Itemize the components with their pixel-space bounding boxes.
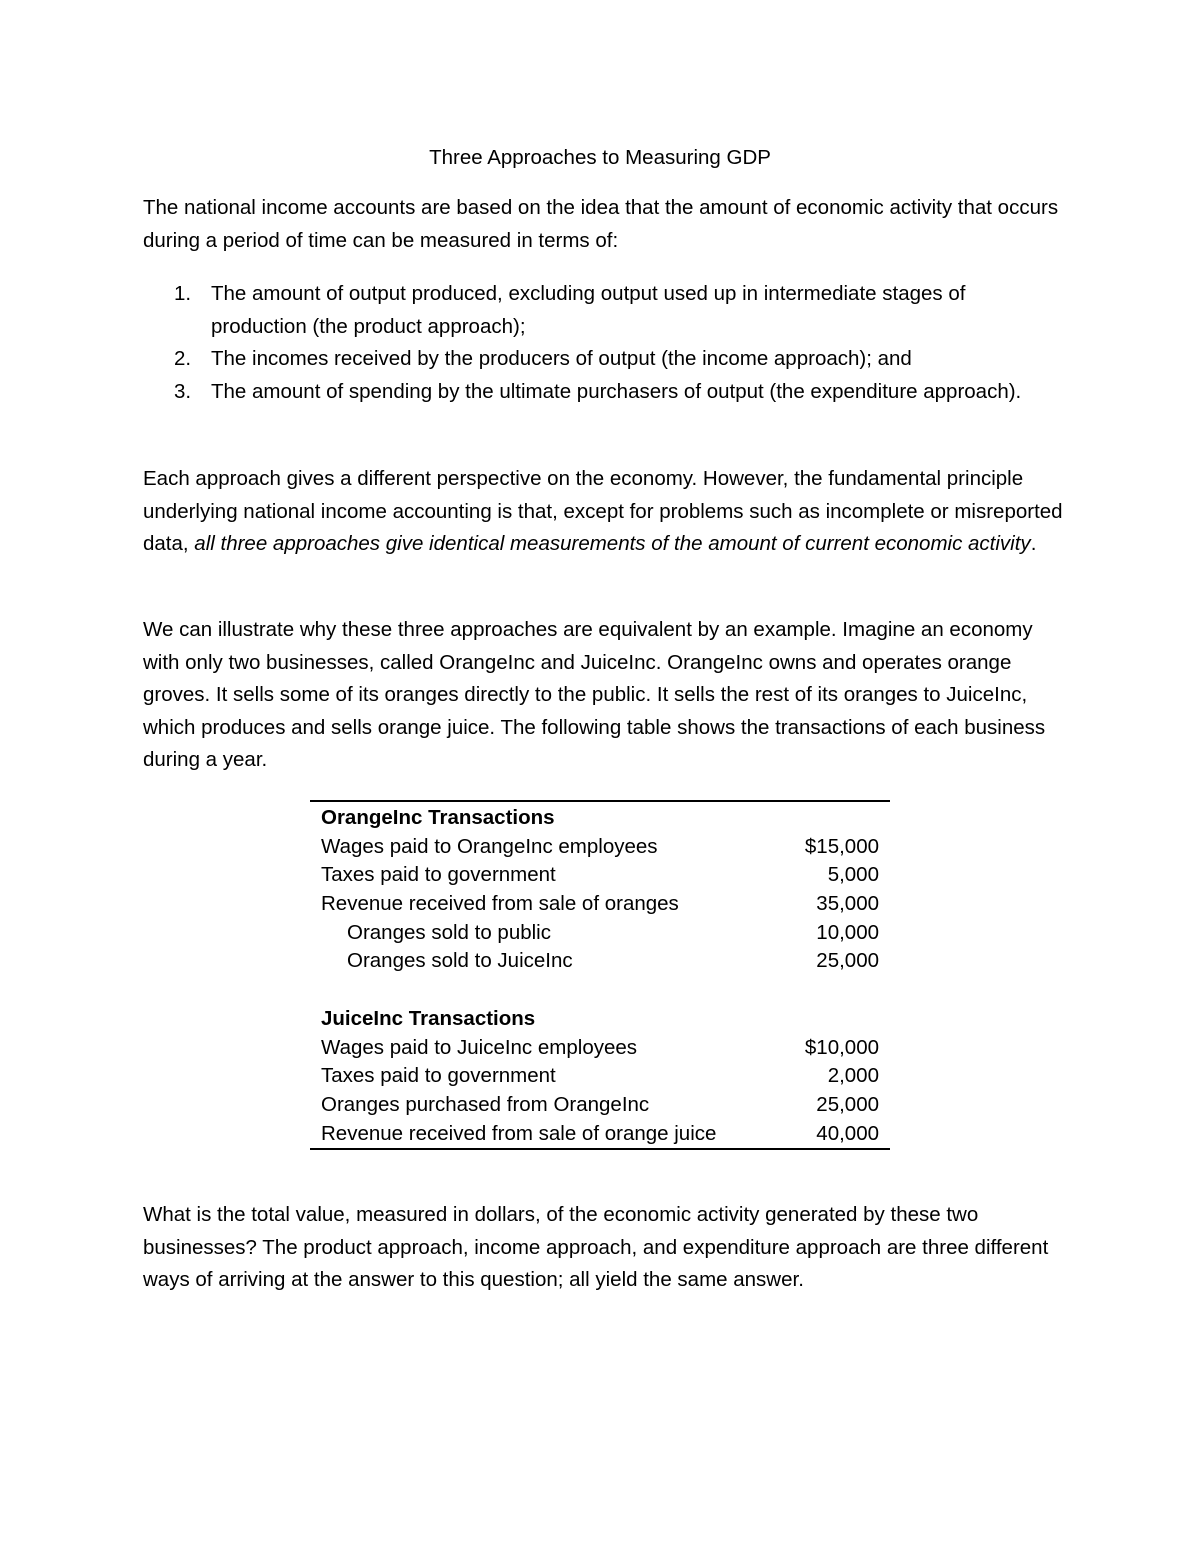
list-number: 3. bbox=[174, 379, 192, 403]
table-spacer bbox=[310, 976, 890, 1005]
example-paragraph: We can illustrate why these three approaches are equivalent by an example. Imagine an economy with only two businesses, called OrangeInc and JuiceInc. OrangeInc owns and operates orange groves. It sells some of its oranges directly to the public. It sells the rest of its oranges to JuiceInc, which produces and sells orange juice. The following table shows the transactions of each business during a year. bbox=[143, 618, 1046, 771]
row-amount: 25,000 bbox=[816, 949, 879, 973]
list-number: 2. bbox=[174, 347, 192, 370]
list-item bbox=[143, 376, 1063, 409]
row-label: Revenue received from sale of oranges bbox=[321, 892, 679, 916]
perspective-emphasis: all three approaches give identical measurements of the amount of current economic activity bbox=[194, 532, 1031, 555]
row-label: Taxes paid to government bbox=[321, 863, 556, 887]
row-amount: 25,000 bbox=[816, 1092, 879, 1116]
row-label: Wages paid to JuiceInc employees bbox=[321, 1035, 638, 1059]
table-section-heading bbox=[310, 804, 890, 833]
row-amount: 10,000 bbox=[816, 920, 879, 944]
row-amount: $15,000 bbox=[804, 834, 879, 858]
table-row bbox=[310, 919, 890, 948]
list-text: The incomes received by the producers of output (the income approach); and bbox=[211, 347, 912, 370]
list-item bbox=[143, 343, 1063, 376]
table-row bbox=[310, 1034, 890, 1063]
document-title: Three Approaches to Measuring GDP bbox=[429, 146, 771, 169]
row-amount: $10,000 bbox=[804, 1035, 879, 1059]
row-amount: 40,000 bbox=[816, 1121, 879, 1145]
table-row bbox=[310, 1120, 890, 1149]
intro-paragraph: The national income accounts are based on the idea that the amount of economic activity that occurs during a period of time can be measured in terms of: bbox=[143, 196, 1059, 252]
row-label: Revenue received from sale of orange juice bbox=[321, 1121, 717, 1145]
question-paragraph: What is the total value, measured in dollars, of the economic activity generated by these two businesses? The product approach, income approach, and expenditure approach are three different ways of arriving at the answer to this question; all yield the same answer. bbox=[143, 1203, 1049, 1291]
perspective-text: Each approach gives a different perspective on the economy. However, the fundamental principle underlying national income accounting is that, except for problems such as incomplete or misreported data, bbox=[143, 467, 1063, 555]
perspective-end: . bbox=[1030, 532, 1037, 555]
row-label: Wages paid to OrangeInc employees bbox=[321, 834, 658, 858]
table-section-heading bbox=[310, 1005, 890, 1034]
list-text: The amount of spending by the ultimate purchasers of output (the expenditure approach). bbox=[211, 379, 1022, 403]
table-row bbox=[310, 947, 890, 976]
row-amount: 35,000 bbox=[816, 892, 879, 916]
list-number: 1. bbox=[174, 282, 192, 305]
row-label: Oranges sold to public bbox=[347, 920, 551, 944]
table-row bbox=[310, 861, 890, 890]
orangeinc-heading: OrangeInc Transactions bbox=[321, 806, 555, 829]
row-amount: 5,000 bbox=[827, 863, 879, 887]
table-row bbox=[310, 1091, 890, 1120]
transactions-table bbox=[310, 800, 890, 1150]
list-item bbox=[143, 278, 1063, 343]
approaches-list bbox=[143, 278, 1063, 408]
table-row bbox=[310, 833, 890, 862]
row-label: Taxes paid to government bbox=[321, 1064, 556, 1088]
row-label: Oranges purchased from OrangeInc bbox=[321, 1092, 650, 1116]
row-amount: 2,000 bbox=[827, 1064, 879, 1088]
juiceinc-heading: JuiceInc Transactions bbox=[321, 1006, 536, 1030]
table-row bbox=[310, 1062, 890, 1091]
table-row bbox=[310, 890, 890, 919]
row-label: Oranges sold to JuiceInc bbox=[347, 949, 573, 973]
list-text: The amount of output produced, excluding output used up in intermediate stages of production (the product approach); bbox=[211, 282, 966, 338]
perspective-paragraph bbox=[143, 463, 1063, 561]
